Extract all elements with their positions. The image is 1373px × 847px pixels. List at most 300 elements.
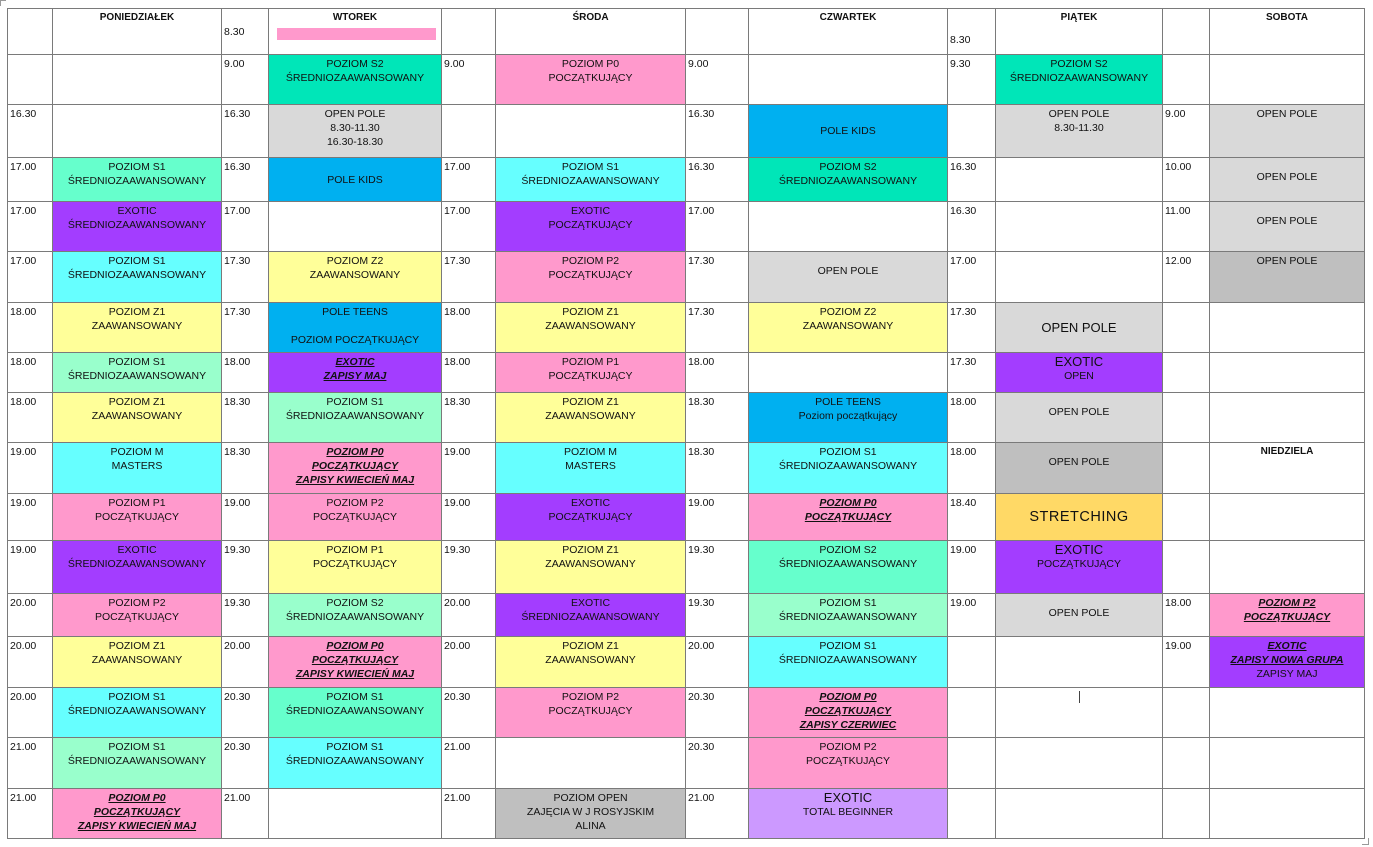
class-text-line: ZAAWANSOWANY [545, 654, 636, 666]
class-cell-saturday [1210, 353, 1365, 393]
day-header-saturday: SOBOTA [1210, 9, 1365, 55]
time-cell: 10.00 [1163, 158, 1210, 202]
time-cell: 20.30 [686, 688, 749, 738]
class-text-line: POZIOM Z1 [562, 396, 619, 408]
day-header-tuesday: WTOREK [269, 9, 442, 55]
time-cell: 17.00 [442, 158, 496, 202]
class-text-line: OPEN POLE [1256, 108, 1318, 120]
header-time-cell: 8.30 [948, 9, 996, 55]
class-cell-friday [996, 637, 1163, 688]
class-text-line: POLE KIDS [820, 125, 876, 137]
class-cell-thursday [749, 738, 948, 789]
time-cell: 9.00 [222, 55, 269, 105]
class-cell-friday [996, 688, 1163, 738]
time-cell: 19.30 [222, 594, 269, 637]
class-text-line: POCZĄTKUJĄCY [311, 460, 399, 472]
schedule-row [8, 443, 1365, 494]
time-cell: 16.30 [948, 202, 996, 252]
class-text-line: ZAPISY KWIECIEŃ MAJ [295, 474, 415, 486]
class-cell-wednesday [496, 443, 686, 494]
time-cell: 19.00 [8, 541, 53, 594]
class-cell-friday [996, 303, 1163, 353]
class-text-line: POCZĄTKUJĄCY [548, 269, 633, 281]
time-cell [948, 637, 996, 688]
class-cell-saturday [1210, 594, 1365, 637]
class-cell-thursday [749, 637, 948, 688]
time-cell: 19.00 [442, 443, 496, 494]
class-text-line: 16.30-18.30 [326, 136, 384, 148]
class-text-line: POCZĄTKUJĄCY [1243, 611, 1331, 623]
class-cell-thursday [749, 105, 948, 158]
header-time-cell: 8.30 [222, 9, 269, 55]
class-cell-wednesday [496, 158, 686, 202]
class-text-line: POZIOM Z1 [562, 306, 619, 318]
time-cell [948, 105, 996, 158]
class-cell-wednesday [496, 393, 686, 443]
class-text-line: POLE TEENS [815, 396, 881, 408]
class-text-line: POZIOM S2 [326, 597, 384, 609]
class-cell-tuesday [269, 158, 442, 202]
class-cell-tuesday [269, 353, 442, 393]
class-cell-friday [996, 158, 1163, 202]
class-text-line: POZIOM P0 [108, 792, 166, 804]
class-text-line: POZIOM Z1 [108, 396, 166, 408]
class-cell-thursday [749, 393, 948, 443]
class-text-line: POLE KIDS [327, 173, 383, 186]
class-text-line: ZAAWANSOWANY [545, 558, 636, 570]
class-cell-tuesday [269, 105, 442, 158]
class-cell-monday [53, 494, 222, 541]
time-cell: 18.00 [8, 353, 53, 393]
class-text-line: POZIOM P1 [108, 497, 166, 509]
time-cell: 18.00 [8, 303, 53, 353]
class-text-line: POZIOM S2 [819, 161, 877, 173]
time-cell: 19.30 [222, 541, 269, 594]
class-cell-saturday [1210, 202, 1365, 252]
time-cell: 21.00 [442, 738, 496, 789]
class-text-line: POZIOM S2 [1050, 58, 1108, 70]
class-cell-wednesday [496, 55, 686, 105]
class-text-line: ZAJĘCIA W J ROSYJSKIM [526, 806, 655, 818]
class-text-line: EXOTIC [117, 544, 157, 556]
time-cell [1163, 393, 1210, 443]
class-text-line: EXOTIC [1267, 640, 1307, 652]
class-cell-friday [996, 393, 1163, 443]
time-cell: 20.00 [442, 637, 496, 688]
class-text-line: NIEDZIELA [1260, 446, 1314, 457]
class-text-line: POZIOM S1 [819, 446, 877, 458]
time-cell [1163, 303, 1210, 353]
class-cell-wednesday [496, 688, 686, 738]
class-text-line: 8.30-11.30 [330, 122, 380, 134]
class-text-line: EXOTIC [570, 497, 611, 509]
class-cell-wednesday [496, 353, 686, 393]
class-text-line: POZIOM S1 [819, 597, 877, 609]
schedule-row [8, 252, 1365, 303]
class-text-line: ŚREDNIOZAAWANSOWANY [778, 175, 918, 187]
schedule-row [8, 594, 1365, 637]
class-text-line: POZIOM P2 [1258, 597, 1316, 609]
schedule-row [8, 637, 1365, 688]
time-cell: 19.00 [686, 494, 749, 541]
class-text-line: POZIOM P2 [561, 255, 620, 267]
class-cell-friday [996, 443, 1163, 494]
class-cell-tuesday [269, 443, 442, 494]
class-text-line: ZAPISY KWIECIEŃ MAJ [77, 820, 197, 832]
time-cell: 12.00 [1163, 252, 1210, 303]
class-cell-tuesday [269, 303, 442, 353]
class-cell-thursday [749, 789, 948, 839]
header-row [8, 9, 1365, 55]
time-cell: 18.00 [8, 393, 53, 443]
class-text-line: ALINA [575, 820, 606, 832]
time-cell: 16.30 [222, 158, 269, 202]
class-text-line: POZIOM S2 [819, 544, 877, 556]
time-cell: 21.00 [222, 789, 269, 839]
time-cell [1163, 541, 1210, 594]
class-cell-saturday [1210, 541, 1365, 594]
class-text-line: EXOTIC [570, 205, 611, 217]
class-cell-wednesday [496, 594, 686, 637]
time-cell: 17.00 [686, 202, 749, 252]
class-cell-thursday [749, 443, 948, 494]
time-cell: 18.00 [948, 393, 996, 443]
class-text-line: ŚREDNIOZAAWANSOWANY [67, 175, 207, 187]
class-text-line: ZAPISY MAJ [323, 370, 387, 382]
time-cell: 17.00 [442, 202, 496, 252]
schedule-row [8, 789, 1365, 839]
time-cell [442, 105, 496, 158]
time-cell: 18.00 [1163, 594, 1210, 637]
class-cell-friday [996, 202, 1163, 252]
class-text-line: POCZĄTKUJĄCY [311, 654, 399, 666]
time-cell: 9.00 [686, 55, 749, 105]
class-text-line: ZAAWANSOWANY [545, 320, 636, 332]
class-cell-monday [53, 393, 222, 443]
class-cell-friday [996, 594, 1163, 637]
class-text-line: POCZĄTKUJĄCY [312, 558, 397, 570]
class-cell-wednesday [496, 789, 686, 839]
class-text-line: MASTERS [111, 460, 163, 472]
time-cell: 19.00 [8, 443, 53, 494]
header-time-cell [442, 9, 496, 55]
class-cell-tuesday [269, 637, 442, 688]
class-text-line: ŚREDNIOZAAWANSOWANY [67, 269, 207, 281]
time-cell: 17.00 [8, 158, 53, 202]
class-cell-friday [996, 494, 1163, 541]
class-cell-saturday [1210, 393, 1365, 443]
time-cell: 18.00 [948, 443, 996, 494]
time-cell: 20.00 [8, 637, 53, 688]
time-cell: 20.00 [8, 688, 53, 738]
class-text-line: ŚREDNIOZAAWANSOWANY [778, 654, 918, 666]
class-cell-monday [53, 252, 222, 303]
class-text-line: OPEN POLE [1048, 108, 1110, 120]
class-text-line: ZAAWANSOWANY [91, 410, 183, 422]
time-cell: 20.00 [686, 637, 749, 688]
header-time-cell [686, 9, 749, 55]
class-text-line: EXOTIC [1054, 542, 1104, 557]
page-corner-mark [1362, 838, 1369, 845]
schedule-row [8, 55, 1365, 105]
class-text-line: OPEN POLE [1048, 607, 1110, 619]
class-text-line: POZIOM P2 [561, 691, 620, 703]
time-cell: 20.30 [222, 738, 269, 789]
class-cell-friday [996, 738, 1163, 789]
time-cell: 16.30 [222, 105, 269, 158]
day-header-monday: PONIEDZIAŁEK [53, 9, 222, 55]
page-corner-mark [0, 0, 6, 6]
day-header-wednesday: ŚRODA [496, 9, 686, 55]
class-text-line: ŚREDNIOZAAWANSOWANY [285, 410, 425, 422]
class-text-line: POLE TEENS [322, 306, 388, 318]
class-text-line: POZIOM P1 [326, 544, 384, 556]
class-text-line: POZIOM S1 [108, 161, 166, 173]
class-text-line: OPEN POLE [1041, 320, 1117, 335]
time-cell: 19.00 [948, 541, 996, 594]
time-cell: 18.00 [442, 353, 496, 393]
class-text-line: POZIOM Z2 [819, 306, 877, 318]
class-cell-saturday [1210, 252, 1365, 303]
class-text-line: ŚREDNIOZAAWANSOWANY [1009, 72, 1149, 84]
time-cell: 9.30 [948, 55, 996, 105]
class-cell-thursday [749, 541, 948, 594]
class-text-line: ŚREDNIOZAAWANSOWANY [67, 755, 207, 767]
class-cell-monday [53, 55, 222, 105]
time-cell: 17.30 [222, 252, 269, 303]
time-cell: 20.30 [442, 688, 496, 738]
class-text-line: TOTAL BEGINNER [802, 806, 894, 818]
class-text-line: POZIOM OPEN [553, 792, 628, 804]
class-text-line: POZIOM P2 [819, 741, 877, 753]
class-text-line: POCZĄTKUJĄCY [804, 511, 892, 523]
time-cell [8, 55, 53, 105]
class-cell-saturday [1210, 55, 1365, 105]
schedule-row [8, 303, 1365, 353]
class-text-line: EXOTIC [823, 790, 873, 805]
class-text-line: POCZĄTKUJĄCY [1036, 558, 1121, 570]
class-text-line: POZIOM S1 [108, 255, 166, 267]
class-text-line: POCZĄTKUJĄCY [805, 755, 890, 767]
class-text-line: OPEN POLE [817, 265, 879, 277]
class-cell-friday [996, 55, 1163, 105]
schedule-row [8, 393, 1365, 443]
class-text-line: POZIOM S1 [108, 691, 166, 703]
time-cell: 16.30 [686, 105, 749, 158]
time-cell: 21.00 [8, 789, 53, 839]
header-time-cell [8, 9, 53, 55]
class-cell-tuesday [269, 789, 442, 839]
class-text-line: ZAPISY MAJ [1256, 668, 1318, 680]
class-cell-friday [996, 541, 1163, 594]
class-text-line: ZAAWANSOWANY [309, 269, 401, 281]
time-cell: 21.00 [442, 789, 496, 839]
time-cell: 19.00 [222, 494, 269, 541]
time-cell: 18.40 [948, 494, 996, 541]
class-text-line: POCZĄTKUJĄCY [548, 370, 633, 382]
time-cell: 18.30 [442, 393, 496, 443]
class-cell-saturday [1210, 494, 1365, 541]
class-cell-monday [53, 353, 222, 393]
day-header-thursday: CZWARTEK [749, 9, 948, 55]
class-text-line: OPEN POLE [1256, 171, 1318, 183]
class-text-line: ŚREDNIOZAAWANSOWANY [521, 175, 660, 187]
class-cell-saturday [1210, 738, 1365, 789]
class-cell-tuesday [269, 541, 442, 594]
class-text-line: ŚREDNIOZAAWANSOWANY [285, 755, 425, 767]
class-text-line: OPEN POLE [1256, 215, 1318, 227]
time-cell: 18.00 [686, 353, 749, 393]
class-cell-thursday [749, 303, 948, 353]
class-text-line: EXOTIC [570, 597, 611, 609]
time-cell: 17.30 [948, 353, 996, 393]
class-text-line: ŚREDNIOZAAWANSOWANY [67, 219, 207, 231]
class-text-line: Poziom początkujący [798, 410, 898, 422]
class-cell-saturday [1210, 688, 1365, 738]
class-text-line: OPEN [1064, 370, 1094, 382]
time-cell: 16.30 [686, 158, 749, 202]
class-text-line: EXOTIC [1054, 354, 1104, 369]
class-text-line: POCZĄTKUJĄCY [548, 705, 633, 717]
class-text-line: OPEN POLE [1256, 255, 1318, 267]
class-text-line: POCZĄTKUJĄCY [548, 72, 633, 84]
time-cell: 17.30 [222, 303, 269, 353]
class-text-line: POCZĄTKUJĄCY [94, 511, 179, 523]
time-cell: 20.00 [442, 594, 496, 637]
time-cell: 16.30 [948, 158, 996, 202]
time-cell [948, 789, 996, 839]
class-text-line: ŚREDNIOZAAWANSOWANY [285, 72, 425, 84]
class-text-line: POCZĄTKUJĄCY [804, 705, 892, 717]
class-text-line: EXOTIC [117, 205, 157, 217]
class-text-line: POZIOM Z2 [326, 255, 384, 267]
class-text-line: POZIOM Z1 [562, 544, 619, 556]
class-text-line: ŚREDNIOZAAWANSOWANY [67, 370, 207, 382]
class-cell-monday [53, 541, 222, 594]
text-cursor [1079, 691, 1080, 703]
class-text-line: OPEN POLE [1048, 406, 1110, 418]
time-cell: 9.00 [442, 55, 496, 105]
schedule-row [8, 105, 1365, 158]
time-cell: 21.00 [686, 789, 749, 839]
time-cell: 19.00 [1163, 637, 1210, 688]
class-text-line: ŚREDNIOZAAWANSOWANY [778, 460, 918, 472]
schedule-row [8, 158, 1365, 202]
class-text-line: POCZĄTKUJĄCY [548, 219, 633, 231]
class-cell-saturday [1210, 637, 1365, 688]
class-cell-saturday [1210, 443, 1365, 494]
class-text-line: ZAPISY CZERWIEC [799, 719, 897, 731]
class-cell-friday [996, 252, 1163, 303]
class-cell-wednesday [496, 637, 686, 688]
class-text-line: POZIOM M [110, 446, 164, 458]
time-cell: 17.00 [8, 252, 53, 303]
time-cell: 19.00 [442, 494, 496, 541]
header-time-cell [1163, 9, 1210, 55]
class-cell-thursday [749, 252, 948, 303]
schedule-row [8, 541, 1365, 594]
class-cell-thursday [749, 158, 948, 202]
class-cell-wednesday [496, 541, 686, 594]
class-text-line: POZIOM P2 [326, 497, 384, 509]
class-text-line: POZIOM P0 [819, 497, 877, 509]
time-cell: 20.00 [8, 594, 53, 637]
class-cell-tuesday [269, 738, 442, 789]
time-cell: 20.30 [686, 738, 749, 789]
class-cell-thursday [749, 494, 948, 541]
class-text-line: ŚREDNIOZAAWANSOWANY [285, 705, 425, 717]
time-cell [1163, 443, 1210, 494]
class-text-line: ŚREDNIOZAAWANSOWANY [67, 558, 207, 570]
time-cell: 18.30 [222, 393, 269, 443]
class-text-line: ZAPISY NOWA GRUPA [1230, 654, 1344, 666]
class-cell-wednesday [496, 105, 686, 158]
time-cell: 16.30 [8, 105, 53, 158]
time-cell [1163, 688, 1210, 738]
time-cell: 17.30 [442, 252, 496, 303]
class-cell-tuesday [269, 393, 442, 443]
time-cell: 17.00 [8, 202, 53, 252]
class-text-line: ZAAWANSOWANY [91, 320, 183, 332]
class-text-line: POZIOM S1 [326, 691, 384, 703]
class-text-line: POCZĄTKUJĄCY [312, 511, 397, 523]
class-cell-saturday [1210, 158, 1365, 202]
time-cell: 19.00 [948, 594, 996, 637]
class-text-line: POZIOM S1 [561, 161, 620, 173]
class-cell-thursday [749, 688, 948, 738]
class-cell-monday [53, 738, 222, 789]
class-text-line: POZIOM P0 [326, 640, 384, 652]
time-cell: 21.00 [8, 738, 53, 789]
day-header-friday: PIĄTEK [996, 9, 1163, 55]
class-cell-wednesday [496, 252, 686, 303]
class-cell-monday [53, 105, 222, 158]
class-text-line: POZIOM P2 [108, 597, 166, 609]
class-text-line: ŚREDNIOZAAWANSOWANY [778, 558, 918, 570]
class-text-line: POZIOM S2 [326, 58, 384, 70]
time-cell: 19.30 [686, 594, 749, 637]
time-cell: 11.00 [1163, 202, 1210, 252]
class-text-line: OPEN POLE [324, 108, 386, 120]
class-text-line: ZAAWANSOWANY [91, 654, 183, 666]
class-text-line: ŚREDNIOZAAWANSOWANY [67, 705, 207, 717]
class-text-line: POZIOM Z1 [562, 640, 619, 652]
class-cell-friday [996, 353, 1163, 393]
schedule-row [8, 738, 1365, 789]
class-text-line: POZIOM S1 [326, 741, 384, 753]
time-cell: 18.30 [686, 443, 749, 494]
class-cell-monday [53, 789, 222, 839]
time-cell [1163, 353, 1210, 393]
class-cell-tuesday [269, 252, 442, 303]
class-cell-tuesday [269, 594, 442, 637]
class-text-line: POZIOM P0 [561, 58, 620, 70]
time-cell: 17.30 [686, 303, 749, 353]
class-cell-monday [53, 688, 222, 738]
class-text-line: ZAPISY KWIECIEŃ MAJ [295, 668, 415, 680]
class-text-line: STRETCHING [1029, 509, 1129, 525]
class-text-line: POZIOM Z1 [108, 306, 166, 318]
time-cell: 18.30 [686, 393, 749, 443]
time-cell: 20.00 [222, 637, 269, 688]
weekly-schedule-table [7, 8, 1365, 839]
class-cell-saturday [1210, 105, 1365, 158]
class-text-line: POZIOM S1 [819, 640, 877, 652]
class-cell-wednesday [496, 738, 686, 789]
class-text-line: POZIOM P0 [819, 691, 877, 703]
class-cell-tuesday [269, 688, 442, 738]
class-cell-tuesday [269, 494, 442, 541]
